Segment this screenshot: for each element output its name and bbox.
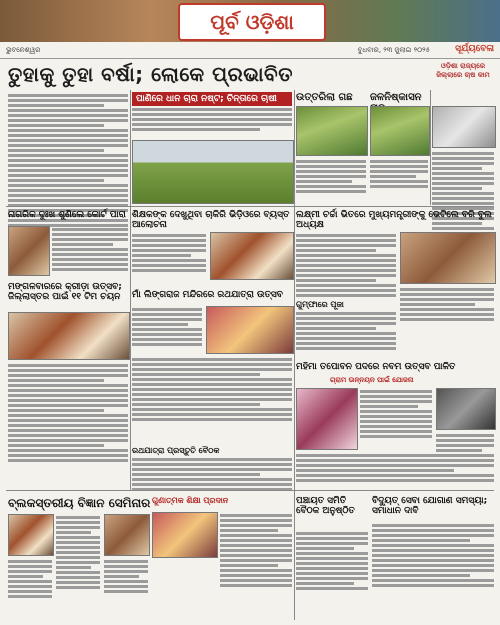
newspaper-logo: ସୂର୍ଯ୍ୟବେଳା	[455, 44, 494, 54]
info-bar	[0, 42, 500, 59]
festival-photo-2	[436, 388, 496, 430]
court-story-text	[52, 226, 128, 273]
festival-story-title: ମହିମା ତପୋବନ ପଦରେ ନବମ ଉତ୍ସବ ପାଳିତ	[296, 362, 456, 372]
sidebar-photo	[432, 106, 496, 148]
meeting-story-text-2	[400, 286, 494, 323]
section-divider	[6, 206, 494, 207]
sports-story-text	[8, 362, 128, 464]
canal-photo	[370, 106, 430, 156]
training-photo	[152, 512, 218, 558]
column-rule-3	[430, 90, 431, 205]
canal-story-text	[370, 158, 428, 190]
court-photo	[8, 226, 50, 276]
panchayat-story-title: ପଞ୍ଚାୟତ ସମିତି ବୈଠକ ଅନୁଷ୍ଠିତ	[296, 496, 355, 516]
column-rule-1	[130, 90, 131, 490]
small-story	[296, 300, 396, 352]
sports-story-title: ମଙ୍ଗଳବାରରେ କ୍ରୀଡ଼ା ଉତ୍ସବ; ଜିଲ୍ଲାସ୍ତର ପାଇଁ ୧୧ ଟିମ ଚୟନ	[8, 282, 122, 302]
sports-photo	[8, 312, 130, 360]
teachers-story-text	[132, 232, 206, 274]
tree-story	[296, 92, 366, 103]
paddy-story	[132, 92, 292, 133]
temple-story-text	[132, 306, 202, 348]
electricity-story-title: ବିଦ୍ୟୁତ୍ ସେବା ଯୋଗାଣ ସମସ୍ୟା; ସମାଧାନ ଦାବି	[372, 496, 488, 516]
teachers-photo	[210, 232, 294, 280]
electricity-story-text	[372, 522, 494, 589]
page-title: ପୂର୍ବ ଓଡ଼ିଶା	[178, 3, 326, 41]
rath-story-title: ରଥଯାତ୍ରା ପ୍ରସ୍ତୁତି ବୈଠକ	[132, 446, 220, 455]
sidebar-headline: ଓଡ଼ିଶା ରାଜ୍ୟରେ ଜିଲ୍ଲାରେ ଚାଷ କାମ	[436, 62, 490, 79]
paddy-story-title: ପାଣିରେ ଧାନ ଚାରା ନଷ୍ଟ; ଚିନ୍ତାରେ ଚାଷୀ	[132, 92, 292, 106]
festival-story-text	[360, 388, 432, 440]
festival-story-subtitle: ଗ୍ରାମ ଉନ୍ନୟନ ପାଇଁ ଯୋଜନା	[330, 376, 414, 384]
seminar-story-text	[8, 558, 52, 600]
lead-headline: ତୁହାକୁ ତୁହା ବର୍ଷା; ଲୋକେ ପ୍ରଭାବିତ	[8, 62, 293, 86]
seminar-photo-2	[104, 514, 150, 556]
seminar-story-text-2	[56, 514, 100, 591]
temple-story-title: ମାଁ ଲିଙ୍ଗରାଜ ମନ୍ଦିରରେ ରଥଯାତ୍ରା ଉତ୍ସବ	[132, 290, 283, 300]
temple-photo	[206, 306, 294, 354]
court-story-title: ନାଗରିକ ଦୁଃଖ ଶୁଣିଲେ କୋର୍ଟ ପାରା	[8, 210, 126, 220]
seminar-story-title: ବ୍ଲକସ୍ତରୀୟ ବିଜ୍ଞାନ ସେମିନାର	[8, 496, 151, 510]
canal-story-title: ଜଳନିଷ୍କାସନ	[370, 92, 422, 103]
seminar-photo	[8, 514, 54, 556]
edition-label: ଭୁବନେଶ୍ୱର	[6, 46, 41, 54]
column-rule-2	[294, 90, 295, 620]
festival-photo	[296, 388, 358, 450]
panchayat-story-text	[296, 530, 368, 592]
temple-story-text-2	[132, 356, 292, 423]
small-story-title: ଗୁମ୍ଫାରେ ପୂଜା	[296, 300, 344, 309]
meeting-story-text	[296, 232, 396, 299]
teachers-story-title: ଶିକ୍ଷକଙ୍କ ଦେଖୁଥିବା ଚାକିରି ଭିଡ଼ିଓରେ ବ୍ୟସ୍ତ ଆଲୋଚନା	[132, 210, 290, 230]
masthead-banner	[0, 0, 500, 42]
lead-story-text	[8, 92, 128, 229]
meeting-photo	[400, 232, 496, 284]
tree-story-text	[296, 158, 366, 195]
paddy-field-photo	[132, 140, 294, 204]
training-story-text	[220, 512, 292, 589]
tree-story-title: ଉତ୍ତରିଲା ଗଛ	[296, 92, 353, 103]
fallen-tree-photo	[296, 106, 368, 156]
seminar-story-text-3	[104, 558, 148, 595]
rath-story	[132, 446, 292, 493]
section-divider-2	[6, 490, 494, 491]
meeting-story-title: ଲକ୍ଷ୍ମୀ ଚର୍ଚ୍ଚା ଭିତରେ ମୁଖ୍ୟମନ୍ତ୍ରୀଙ୍କୁ ଭେଟିଲେ ବରି ବୁଲ ଅଧ୍ୟକ୍ଷ	[296, 210, 492, 230]
training-story-title: ଗୁଣାତ୍ମକ ଶିକ୍ଷା ପ୍ରଦାନ	[152, 496, 229, 505]
date-label: ବୁଧବାର, ୨୩ ଜୁଲାଇ ୨୦୨୫	[357, 46, 430, 54]
festival-story-text-3	[296, 452, 494, 484]
